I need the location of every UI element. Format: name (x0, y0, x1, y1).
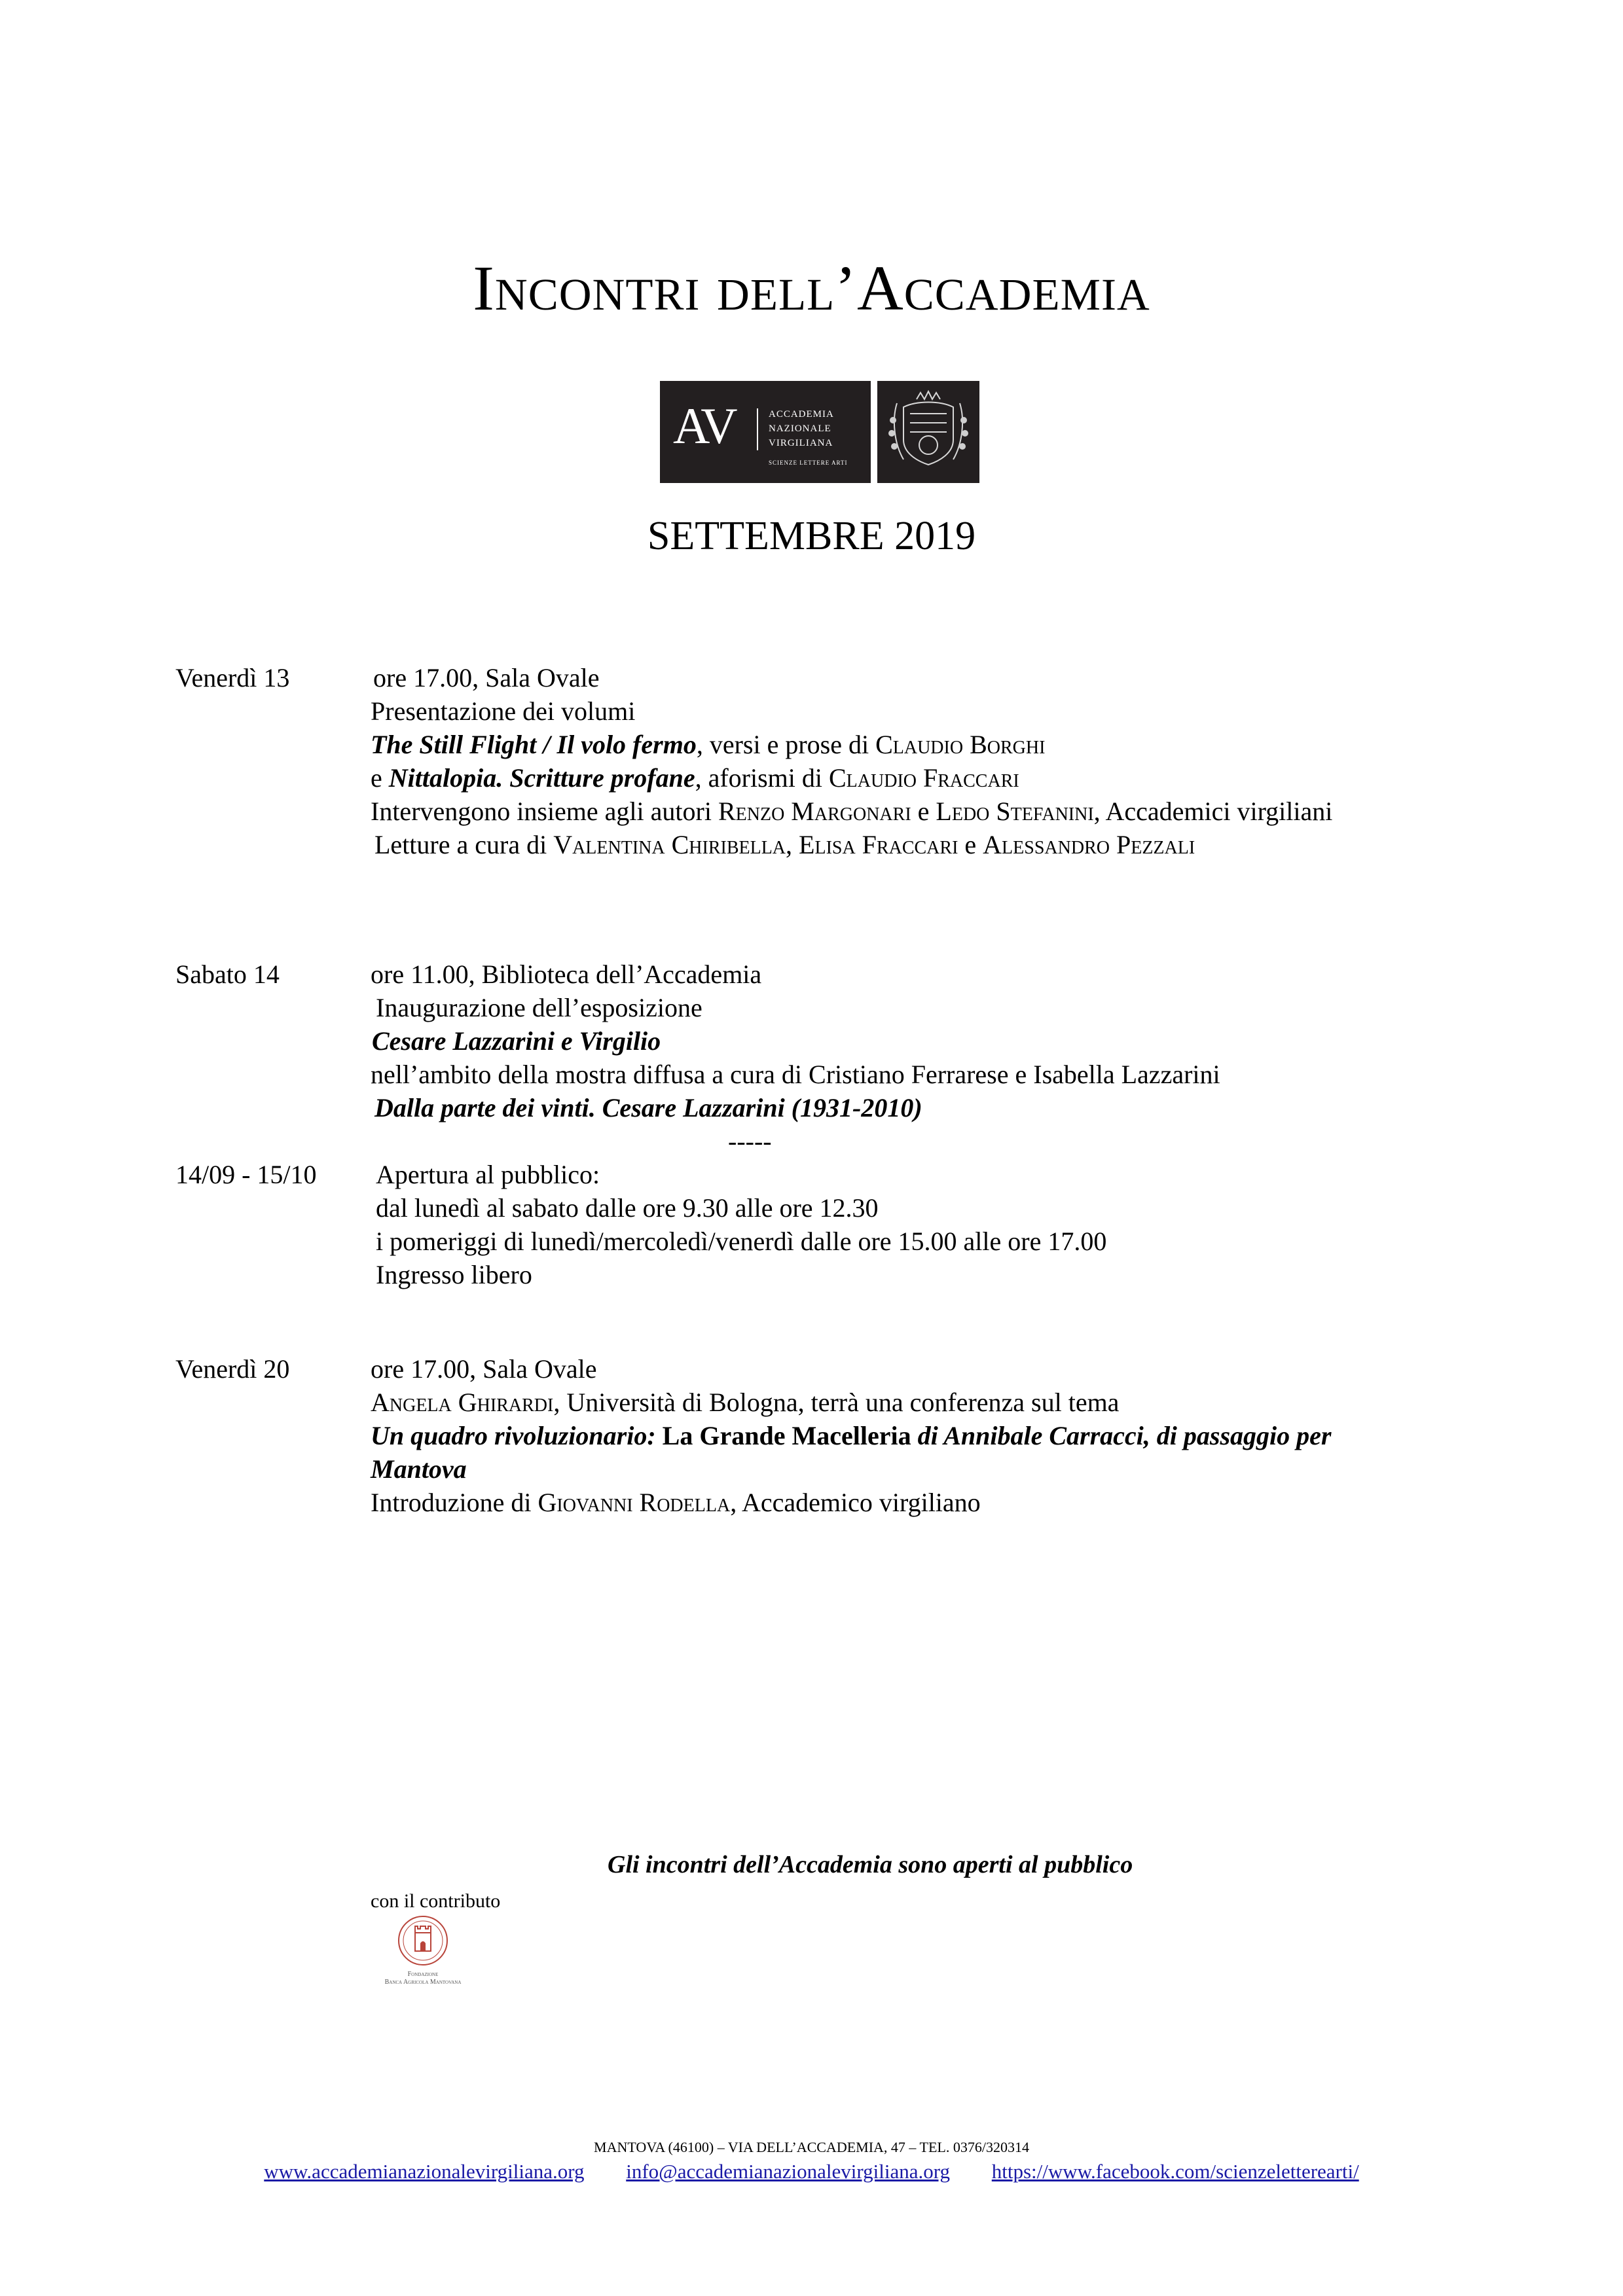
sponsor-line-2: Banca Agricola Mantovana (384, 1979, 462, 1986)
entry-info: Ingresso libero (376, 1260, 532, 1289)
logo-tagline: SCIENZE LETTERE ARTI (769, 459, 848, 466)
exhibit-opening-info (376, 1158, 1436, 1291)
event-1-intro: Presentazione dei volumi (371, 696, 636, 726)
logo-divider (757, 408, 758, 450)
event-2-exhibit-title: Cesare Lazzarini e Virgilio (372, 1026, 661, 1056)
reader-3: Alessandro Pezzali (983, 830, 1195, 859)
event-3-introduction (371, 1486, 1353, 1519)
book-1-title: The Still Flight / Il volo fermo (371, 730, 697, 759)
foundation-logo (374, 1914, 471, 1996)
title-rest-1: ncontri dell’ (494, 253, 857, 324)
speakers-prefix: Intervengono insieme agli autori (371, 797, 718, 826)
event-1-speakers (371, 795, 1431, 828)
book-1-desc: , versi e prose di (696, 730, 876, 759)
title-cap-2: A (856, 253, 904, 324)
talk-part-2: La Grande Macelleria (662, 1421, 911, 1450)
title-cap-1: I (473, 253, 495, 324)
speaker-desc: , Università di Bologna, terrà una conferenza sul tema (553, 1388, 1120, 1417)
crest-icon (877, 381, 979, 483)
readers-and: e (958, 830, 983, 859)
book-2-desc: , aforismi di (695, 763, 829, 793)
contact-links (0, 2161, 1623, 2181)
separator: ----- (728, 1126, 772, 1156)
logo-line-3: VIRGILIANA (769, 438, 833, 448)
book-1-author: Claudio Borghi (875, 730, 1046, 759)
email-link[interactable]: info@accademianazionalevirgiliana.org (626, 2160, 951, 2183)
intro-suffix: , Accademico virgiliano (730, 1488, 981, 1517)
facebook-link[interactable]: https://www.facebook.com/scienzeletterearti/ (991, 2160, 1359, 2183)
event-3-details (371, 1352, 1353, 1519)
speakers-suffix: , Accademici virgiliani (1093, 797, 1333, 826)
foundation-seal-icon (374, 1914, 471, 1968)
contribution-label: con il contributo (371, 1890, 501, 1912)
event-1-date: Venerdì 13 (175, 663, 290, 692)
intro-person: Giovanni Rodella (538, 1488, 731, 1517)
readings-prefix: Letture a cura di (374, 830, 554, 859)
page-title (0, 253, 1623, 324)
book-2-author: Claudio Fraccari (829, 763, 1019, 793)
readers-sep: , (786, 830, 799, 859)
talk-part-3: di Annibale Carracci, di passaggio per Mantova (371, 1421, 1332, 1484)
title-rest-2: ccademia (903, 253, 1150, 324)
speaker-2: Ledo Stefanini (936, 797, 1094, 826)
sponsor-line-1: Fondazione (407, 1971, 439, 1978)
hours-weekday: dal lunedì al sabato dalle ore 9.30 alle ore 12.30 (376, 1193, 879, 1223)
website-link[interactable]: www.accademianazionalevirgiliana.org (264, 2160, 585, 2183)
speaker-1: Renzo Margonari (718, 797, 911, 826)
speakers-and: e (911, 797, 936, 826)
event-2-date: Sabato 14 (175, 960, 280, 989)
reader-1: Valentina Chiribella (553, 830, 786, 859)
event-2-time-place: ore 11.00, Biblioteca dell’Accademia (371, 960, 762, 989)
logo-emblem-panel (877, 381, 979, 483)
event-2-intro: Inaugurazione dell’esposizione (376, 993, 702, 1022)
event-3-speaker (371, 1386, 1353, 1419)
intro-prefix: Introduzione di (371, 1488, 538, 1517)
event-2-show-title: Dalla parte dei vinti. Cesare Lazzarini (1931-2010) (374, 1093, 922, 1122)
logo-av-mark: AV (673, 397, 735, 454)
logo-wordmark-panel (660, 381, 871, 483)
event-1-book-2 (371, 761, 1432, 795)
hours-afternoon: i pomeriggi di lunedì/mercoledì/venerdì dalle ore 15.00 alle ore 17.00 (376, 1227, 1107, 1256)
event-1-book-1 (371, 728, 1432, 761)
book-2-prefix: e (371, 763, 389, 793)
talk-part-1: Un quadro rivoluzionario: (371, 1421, 663, 1450)
open-label: Apertura al pubblico: (376, 1160, 600, 1189)
event-1-time-place: ore 17.00, Sala Ovale (373, 663, 600, 692)
event-2-details (371, 958, 1431, 1124)
book-2-title: Nittalopia. Scritture profane (388, 763, 695, 793)
exhibit-period: 14/09 - 15/10 (175, 1160, 317, 1189)
postal-address: MANTOVA (46100) – VIA DELL’ACCADEMIA, 47 – TEL. 0376/320314 (594, 2139, 1029, 2155)
public-access-note: Gli incontri dell’Accademia sono aperti al pubblico (608, 1851, 1133, 1878)
event-3-talk-title (371, 1419, 1353, 1486)
event-3-time-place: ore 17.00, Sala Ovale (371, 1354, 597, 1384)
reader-2: Elisa Fraccari (799, 830, 958, 859)
academy-logo (660, 381, 979, 483)
event-3-date: Venerdì 20 (175, 1354, 290, 1384)
event-1-readings (372, 828, 1432, 861)
event-2-context: nell’ambito della mostra diffusa a cura di Cristiano Ferrarese e Isabella Lazzarini (371, 1060, 1220, 1089)
speaker-name: Angela Ghirardi (371, 1388, 554, 1417)
logo-line-1: ACCADEMIA (769, 409, 834, 420)
event-1-details (372, 661, 1432, 861)
month-heading: SETTEMBRE 2019 (647, 514, 976, 558)
logo-line-2: NAZIONALE (769, 423, 831, 434)
